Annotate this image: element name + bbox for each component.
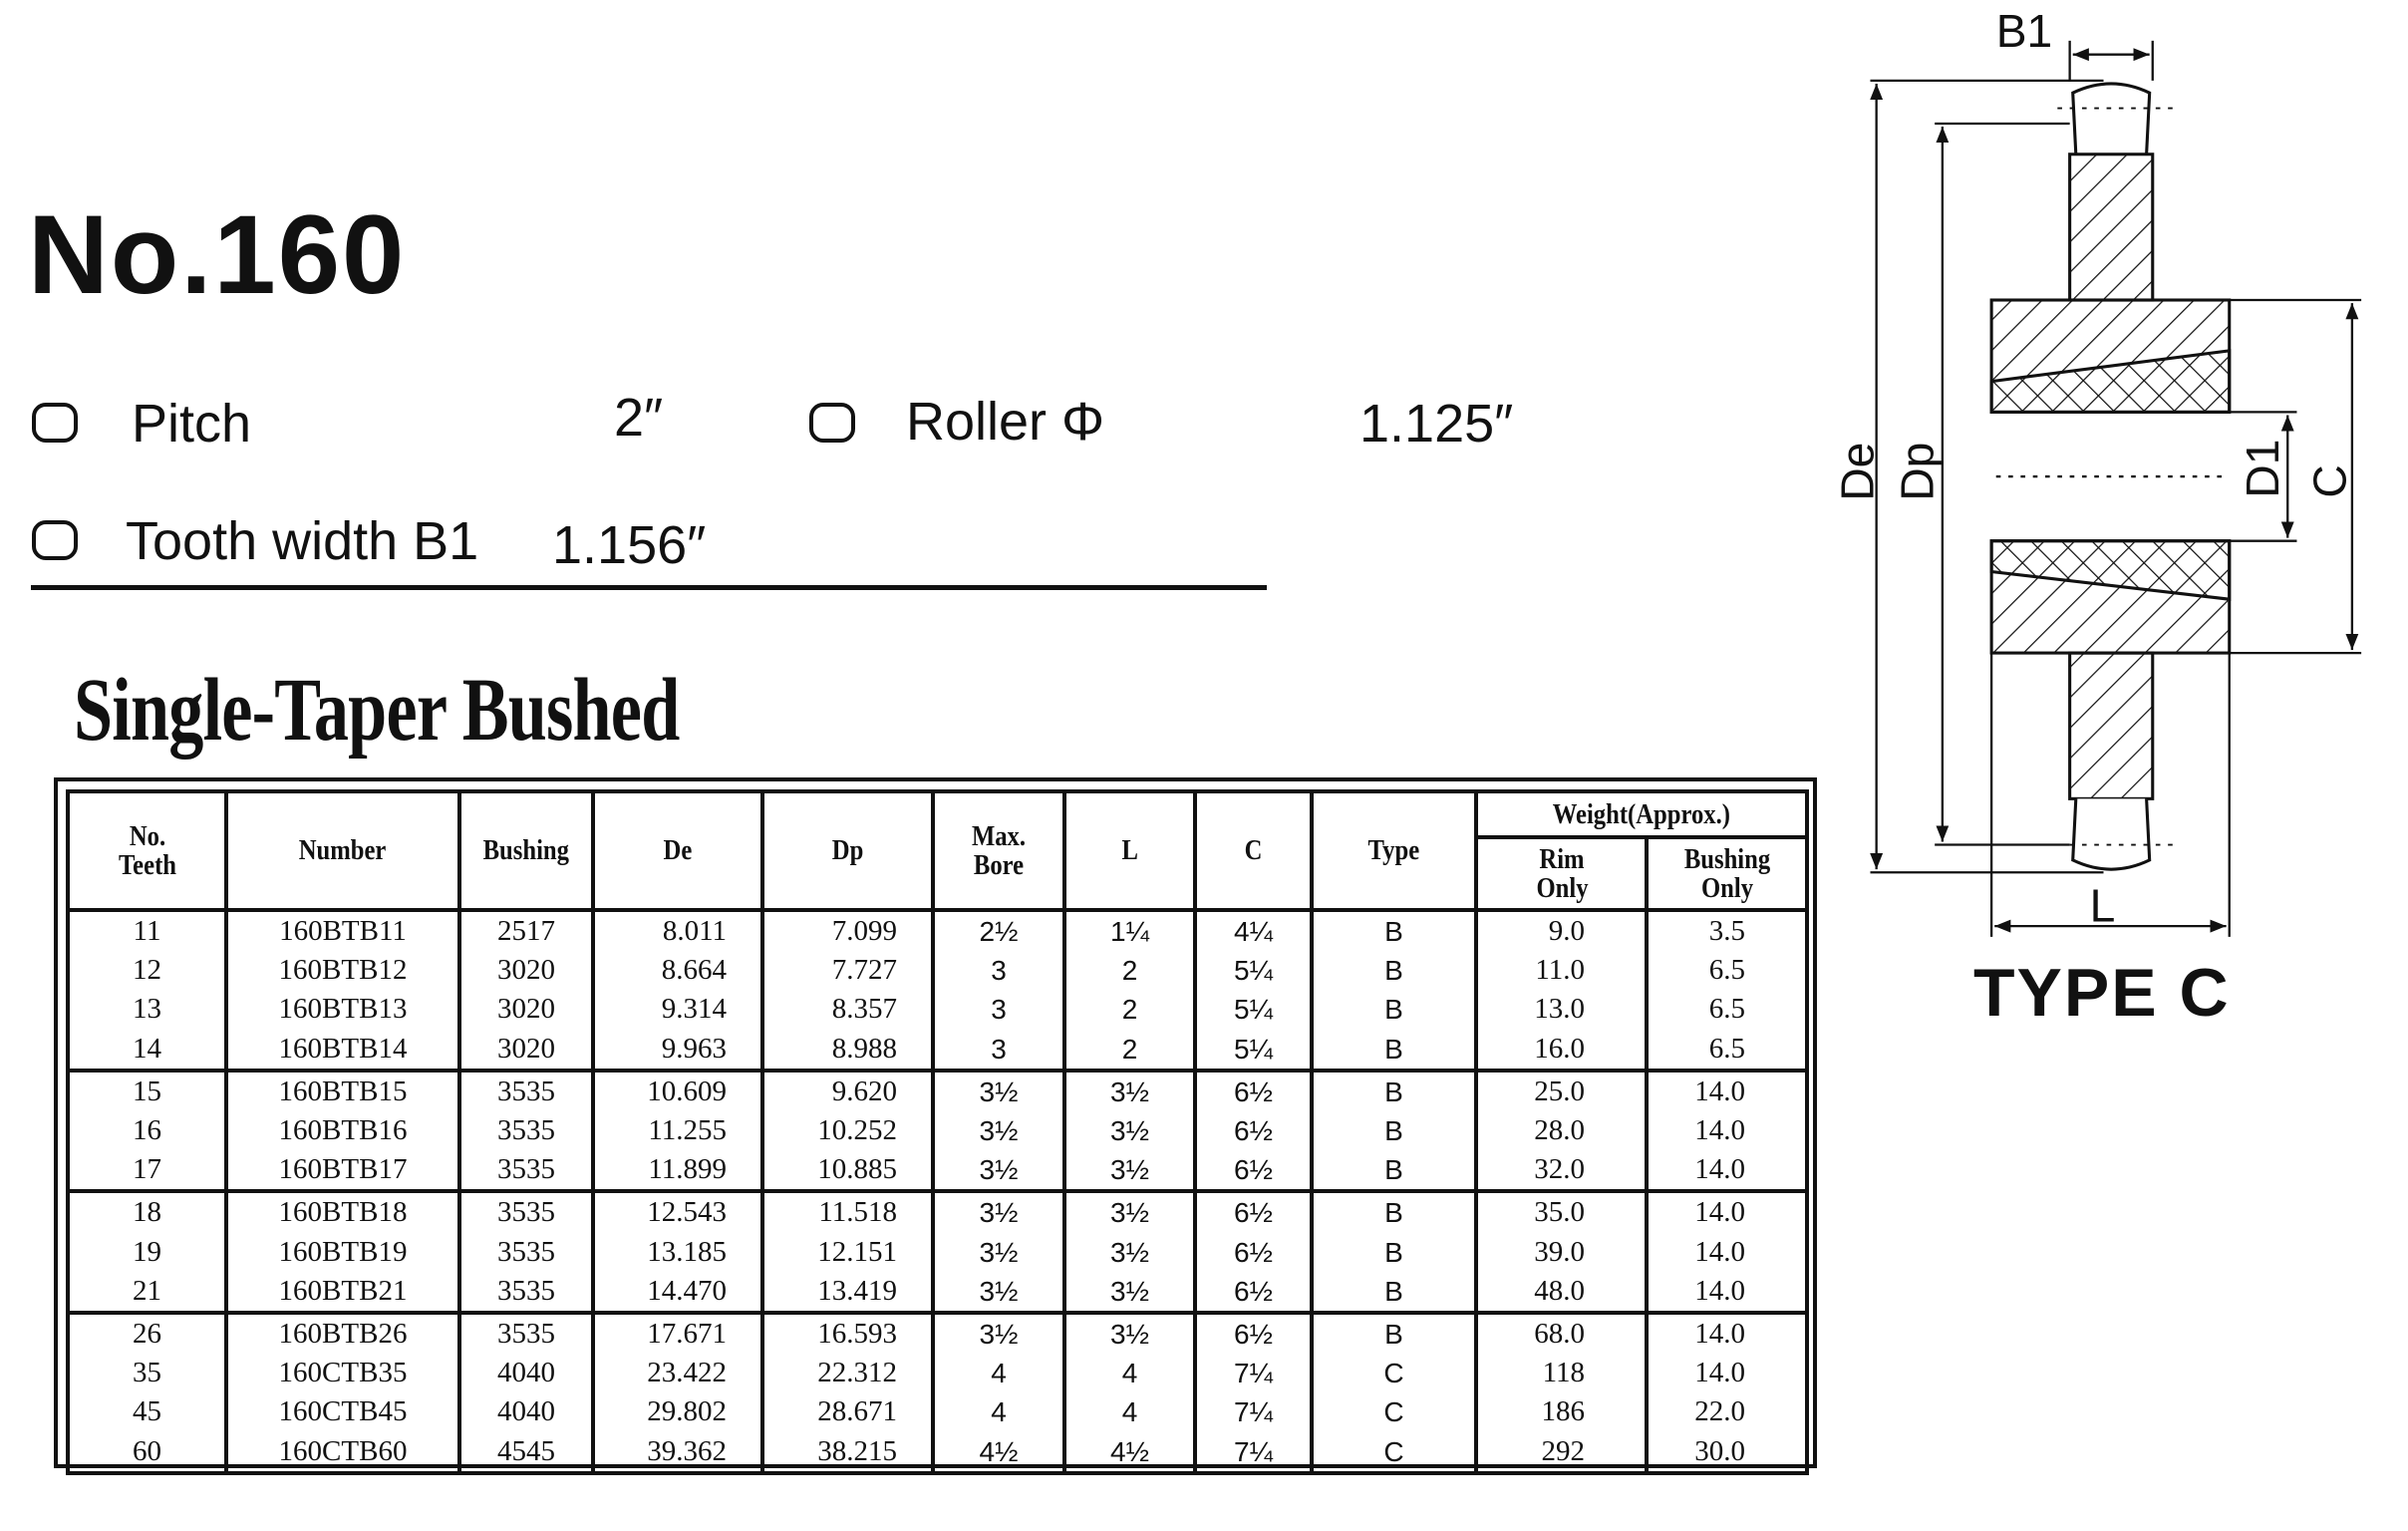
header-number: Number — [226, 791, 459, 910]
cell-rim-weight: 118 — [1476, 1354, 1647, 1392]
cell-max-bore: 3½ — [933, 1150, 1064, 1191]
cell-dp: 22.312 — [762, 1354, 933, 1392]
cell-c: 7¼ — [1195, 1392, 1312, 1431]
cell-bushing: 3535 — [459, 1313, 593, 1354]
cell-teeth: 26 — [68, 1313, 226, 1354]
cell-rim-weight: 13.0 — [1476, 990, 1647, 1029]
cell-number: 160CTB45 — [226, 1392, 459, 1431]
cell-de: 12.543 — [593, 1191, 762, 1232]
cell-rim-weight: 32.0 — [1476, 1150, 1647, 1191]
table-row — [68, 1191, 1807, 1232]
cell-bushing: 4040 — [459, 1392, 593, 1431]
cell-teeth: 15 — [68, 1071, 226, 1111]
cell-max-bore: 4 — [933, 1392, 1064, 1431]
cell-rim-weight: 16.0 — [1476, 1030, 1647, 1071]
cell-c: 6½ — [1195, 1272, 1312, 1313]
table-row — [68, 910, 1807, 951]
cell-number: 160BTB13 — [226, 990, 459, 1029]
cell-l: 3½ — [1064, 1071, 1195, 1111]
table-row — [68, 1313, 1807, 1354]
cell-bushing: 2517 — [459, 910, 593, 951]
cell-max-bore: 3½ — [933, 1233, 1064, 1272]
cell-number: 160CTB60 — [226, 1431, 459, 1472]
cell-de: 29.802 — [593, 1392, 762, 1431]
cell-bushing: 3535 — [459, 1233, 593, 1272]
cell-l: 4½ — [1064, 1431, 1195, 1472]
cell-dp: 10.252 — [762, 1111, 933, 1150]
cell-bushing-weight: 14.0 — [1647, 1233, 1807, 1272]
cell-c: 4¼ — [1195, 910, 1312, 951]
cell-number: 160BTB21 — [226, 1272, 459, 1313]
cell-number: 160BTB11 — [226, 910, 459, 951]
label-d1: D1 — [2237, 439, 2288, 498]
cell-bushing: 3535 — [459, 1111, 593, 1150]
cell-bushing-weight: 22.0 — [1647, 1392, 1807, 1431]
cell-type: B — [1312, 1030, 1476, 1071]
cell-l: 4 — [1064, 1392, 1195, 1431]
cell-c: 6½ — [1195, 1111, 1312, 1150]
label-de: De — [1831, 442, 1884, 501]
cell-max-bore: 3½ — [933, 1313, 1064, 1354]
cell-type: B — [1312, 1313, 1476, 1354]
header-bushing-only: Bushing Only — [1647, 837, 1807, 910]
cell-de: 13.185 — [593, 1233, 762, 1272]
cell-teeth: 14 — [68, 1030, 226, 1071]
pitch-label: Pitch — [132, 394, 252, 454]
cell-c: 6½ — [1195, 1150, 1312, 1191]
cell-bushing-weight: 6.5 — [1647, 1030, 1807, 1071]
cell-number: 160BTB15 — [226, 1071, 459, 1111]
cell-type: B — [1312, 990, 1476, 1029]
sprocket-section — [1991, 84, 2230, 869]
cell-number: 160BTB18 — [226, 1191, 459, 1232]
cell-max-bore: 3 — [933, 951, 1064, 990]
cell-de: 10.609 — [593, 1071, 762, 1111]
table-row — [68, 1354, 1807, 1392]
tooth-width-checkbox-icon — [32, 520, 78, 560]
cell-de: 8.664 — [593, 951, 762, 990]
cell-dp: 8.357 — [762, 990, 933, 1029]
cell-c: 7¼ — [1195, 1354, 1312, 1392]
cell-c: 7¼ — [1195, 1431, 1312, 1472]
header-weight: Weight(Approx.) — [1476, 791, 1807, 837]
cell-rim-weight: 25.0 — [1476, 1071, 1647, 1111]
cell-rim-weight: 9.0 — [1476, 910, 1647, 951]
cell-c: 6½ — [1195, 1233, 1312, 1272]
cell-bushing: 3535 — [459, 1071, 593, 1111]
cell-rim-weight: 292 — [1476, 1431, 1647, 1472]
table-row — [68, 1071, 1807, 1111]
cell-rim-weight: 186 — [1476, 1392, 1647, 1431]
cell-type: B — [1312, 1111, 1476, 1150]
cell-bushing: 3020 — [459, 1030, 593, 1071]
cell-max-bore: 2½ — [933, 910, 1064, 951]
cell-l: 3½ — [1064, 1233, 1195, 1272]
cell-bushing: 4545 — [459, 1431, 593, 1472]
cell-bushing-weight: 14.0 — [1647, 1071, 1807, 1111]
header-c: C — [1195, 791, 1312, 910]
cell-bushing-weight: 14.0 — [1647, 1354, 1807, 1392]
label-l: L — [2089, 879, 2116, 932]
cell-bushing: 3020 — [459, 990, 593, 1029]
cell-de: 14.470 — [593, 1272, 762, 1313]
cell-bushing: 3535 — [459, 1191, 593, 1232]
cell-type: B — [1312, 1272, 1476, 1313]
table-row — [68, 1233, 1807, 1272]
tooth-width-value: 1.156″ — [552, 515, 707, 575]
diagram-caption: TYPE C — [1973, 955, 2231, 1031]
cell-max-bore: 3 — [933, 1030, 1064, 1071]
header-type: Type — [1312, 791, 1476, 910]
cell-dp: 7.727 — [762, 951, 933, 990]
roller-value: 1.125″ — [1359, 394, 1514, 454]
table-row — [68, 1431, 1807, 1472]
cell-de: 17.671 — [593, 1313, 762, 1354]
cell-de: 11.255 — [593, 1111, 762, 1150]
cell-type: B — [1312, 1071, 1476, 1111]
cell-number: 160CTB35 — [226, 1354, 459, 1392]
cell-dp: 16.593 — [762, 1313, 933, 1354]
cell-type: B — [1312, 1191, 1476, 1232]
label-c: C — [2303, 464, 2356, 498]
cell-c: 5¼ — [1195, 951, 1312, 990]
header-bushing: Bushing — [459, 791, 593, 910]
cell-bushing-weight: 14.0 — [1647, 1191, 1807, 1232]
cell-dp: 7.099 — [762, 910, 933, 951]
cell-l: 4 — [1064, 1354, 1195, 1392]
cell-rim-weight: 35.0 — [1476, 1191, 1647, 1232]
cell-l: 3½ — [1064, 1272, 1195, 1313]
cell-bushing-weight: 14.0 — [1647, 1150, 1807, 1191]
cell-bushing-weight: 6.5 — [1647, 951, 1807, 990]
cell-rim-weight: 48.0 — [1476, 1272, 1647, 1313]
cell-number: 160BTB17 — [226, 1150, 459, 1191]
cell-teeth: 21 — [68, 1272, 226, 1313]
cell-max-bore: 3½ — [933, 1071, 1064, 1111]
cell-dp: 11.518 — [762, 1191, 933, 1232]
header-max-bore: Max. Bore — [933, 791, 1064, 910]
cell-type: C — [1312, 1431, 1476, 1472]
cell-type: B — [1312, 910, 1476, 951]
cell-bushing-weight: 14.0 — [1647, 1272, 1807, 1313]
cell-max-bore: 4 — [933, 1354, 1064, 1392]
cell-teeth: 60 — [68, 1431, 226, 1472]
table-row — [68, 951, 1807, 990]
cell-l: 3½ — [1064, 1111, 1195, 1150]
cell-teeth: 45 — [68, 1392, 226, 1431]
cell-l: 3½ — [1064, 1191, 1195, 1232]
cell-teeth: 16 — [68, 1111, 226, 1150]
cell-bushing: 3020 — [459, 951, 593, 990]
cell-de: 9.314 — [593, 990, 762, 1029]
roller-label: Roller Φ — [906, 392, 1105, 452]
cell-bushing-weight: 14.0 — [1647, 1111, 1807, 1150]
header-rim-only: Rim Only — [1476, 837, 1647, 910]
cell-number: 160BTB26 — [226, 1313, 459, 1354]
cell-teeth: 18 — [68, 1191, 226, 1232]
cell-l: 2 — [1064, 1030, 1195, 1071]
cell-max-bore: 3½ — [933, 1111, 1064, 1150]
cell-c: 5¼ — [1195, 990, 1312, 1029]
cell-rim-weight: 28.0 — [1476, 1111, 1647, 1150]
cell-dp: 8.988 — [762, 1030, 933, 1071]
cell-de: 8.011 — [593, 910, 762, 951]
table-row — [68, 1392, 1807, 1431]
table-row — [68, 1111, 1807, 1150]
cell-bushing-weight: 14.0 — [1647, 1313, 1807, 1354]
cell-c: 5¼ — [1195, 1030, 1312, 1071]
table-row — [68, 1150, 1807, 1191]
cell-c: 6½ — [1195, 1071, 1312, 1111]
cell-l: 2 — [1064, 951, 1195, 990]
table-row — [68, 1272, 1807, 1313]
cell-l: 1¼ — [1064, 910, 1195, 951]
cell-teeth: 19 — [68, 1233, 226, 1272]
cell-teeth: 17 — [68, 1150, 226, 1191]
cell-number: 160BTB19 — [226, 1233, 459, 1272]
cell-de: 39.362 — [593, 1431, 762, 1472]
cell-number: 160BTB14 — [226, 1030, 459, 1071]
tooth-width-label: Tooth width B1 — [126, 511, 479, 571]
cell-l: 3½ — [1064, 1313, 1195, 1354]
cell-type: C — [1312, 1354, 1476, 1392]
cell-c: 6½ — [1195, 1191, 1312, 1232]
header-teeth: No. Teeth — [68, 791, 226, 910]
cell-rim-weight: 11.0 — [1476, 951, 1647, 990]
cell-type: C — [1312, 1392, 1476, 1431]
cell-bushing-weight: 30.0 — [1647, 1431, 1807, 1472]
cell-de: 9.963 — [593, 1030, 762, 1071]
table-row — [68, 1030, 1807, 1071]
pitch-value: 2″ — [614, 388, 664, 448]
header-l: L — [1064, 791, 1195, 910]
cell-bushing: 3535 — [459, 1150, 593, 1191]
cell-bushing-weight: 6.5 — [1647, 990, 1807, 1029]
cell-bushing: 4040 — [459, 1354, 593, 1392]
sprocket-diagram — [1812, 0, 2395, 1031]
cell-type: B — [1312, 951, 1476, 990]
cell-dp: 12.151 — [762, 1233, 933, 1272]
cell-dp: 28.671 — [762, 1392, 933, 1431]
cell-l: 3½ — [1064, 1150, 1195, 1191]
cell-bushing: 3535 — [459, 1272, 593, 1313]
cell-teeth: 35 — [68, 1354, 226, 1392]
cell-dp: 10.885 — [762, 1150, 933, 1191]
cell-l: 2 — [1064, 990, 1195, 1029]
cell-max-bore: 4½ — [933, 1431, 1064, 1472]
table-row — [68, 990, 1807, 1029]
section-title: Single-Taper Bushed — [74, 661, 680, 760]
cell-de: 11.899 — [593, 1150, 762, 1191]
cell-dp: 9.620 — [762, 1071, 933, 1111]
cell-bushing-weight: 3.5 — [1647, 910, 1807, 951]
cell-rim-weight: 68.0 — [1476, 1313, 1647, 1354]
cell-type: B — [1312, 1233, 1476, 1272]
cell-number: 160BTB12 — [226, 951, 459, 990]
cell-teeth: 12 — [68, 951, 226, 990]
pitch-checkbox-icon — [32, 403, 78, 443]
label-dp: Dp — [1891, 442, 1944, 501]
cell-dp: 13.419 — [762, 1272, 933, 1313]
cell-max-bore: 3½ — [933, 1272, 1064, 1313]
cell-max-bore: 3½ — [933, 1191, 1064, 1232]
cell-number: 160BTB16 — [226, 1111, 459, 1150]
cell-dp: 38.215 — [762, 1431, 933, 1472]
cell-c: 6½ — [1195, 1313, 1312, 1354]
roller-checkbox-icon — [809, 403, 855, 443]
spec-table — [66, 789, 1809, 1475]
divider — [31, 585, 1267, 590]
cell-rim-weight: 39.0 — [1476, 1233, 1647, 1272]
cell-teeth: 13 — [68, 990, 226, 1029]
label-b1: B1 — [1995, 4, 2053, 58]
header-de: De — [593, 791, 762, 910]
cell-de: 23.422 — [593, 1354, 762, 1392]
cell-type: B — [1312, 1150, 1476, 1191]
header-dp: Dp — [762, 791, 933, 910]
cell-teeth: 11 — [68, 910, 226, 951]
page-title: No.160 — [28, 192, 407, 317]
cell-max-bore: 3 — [933, 990, 1064, 1029]
